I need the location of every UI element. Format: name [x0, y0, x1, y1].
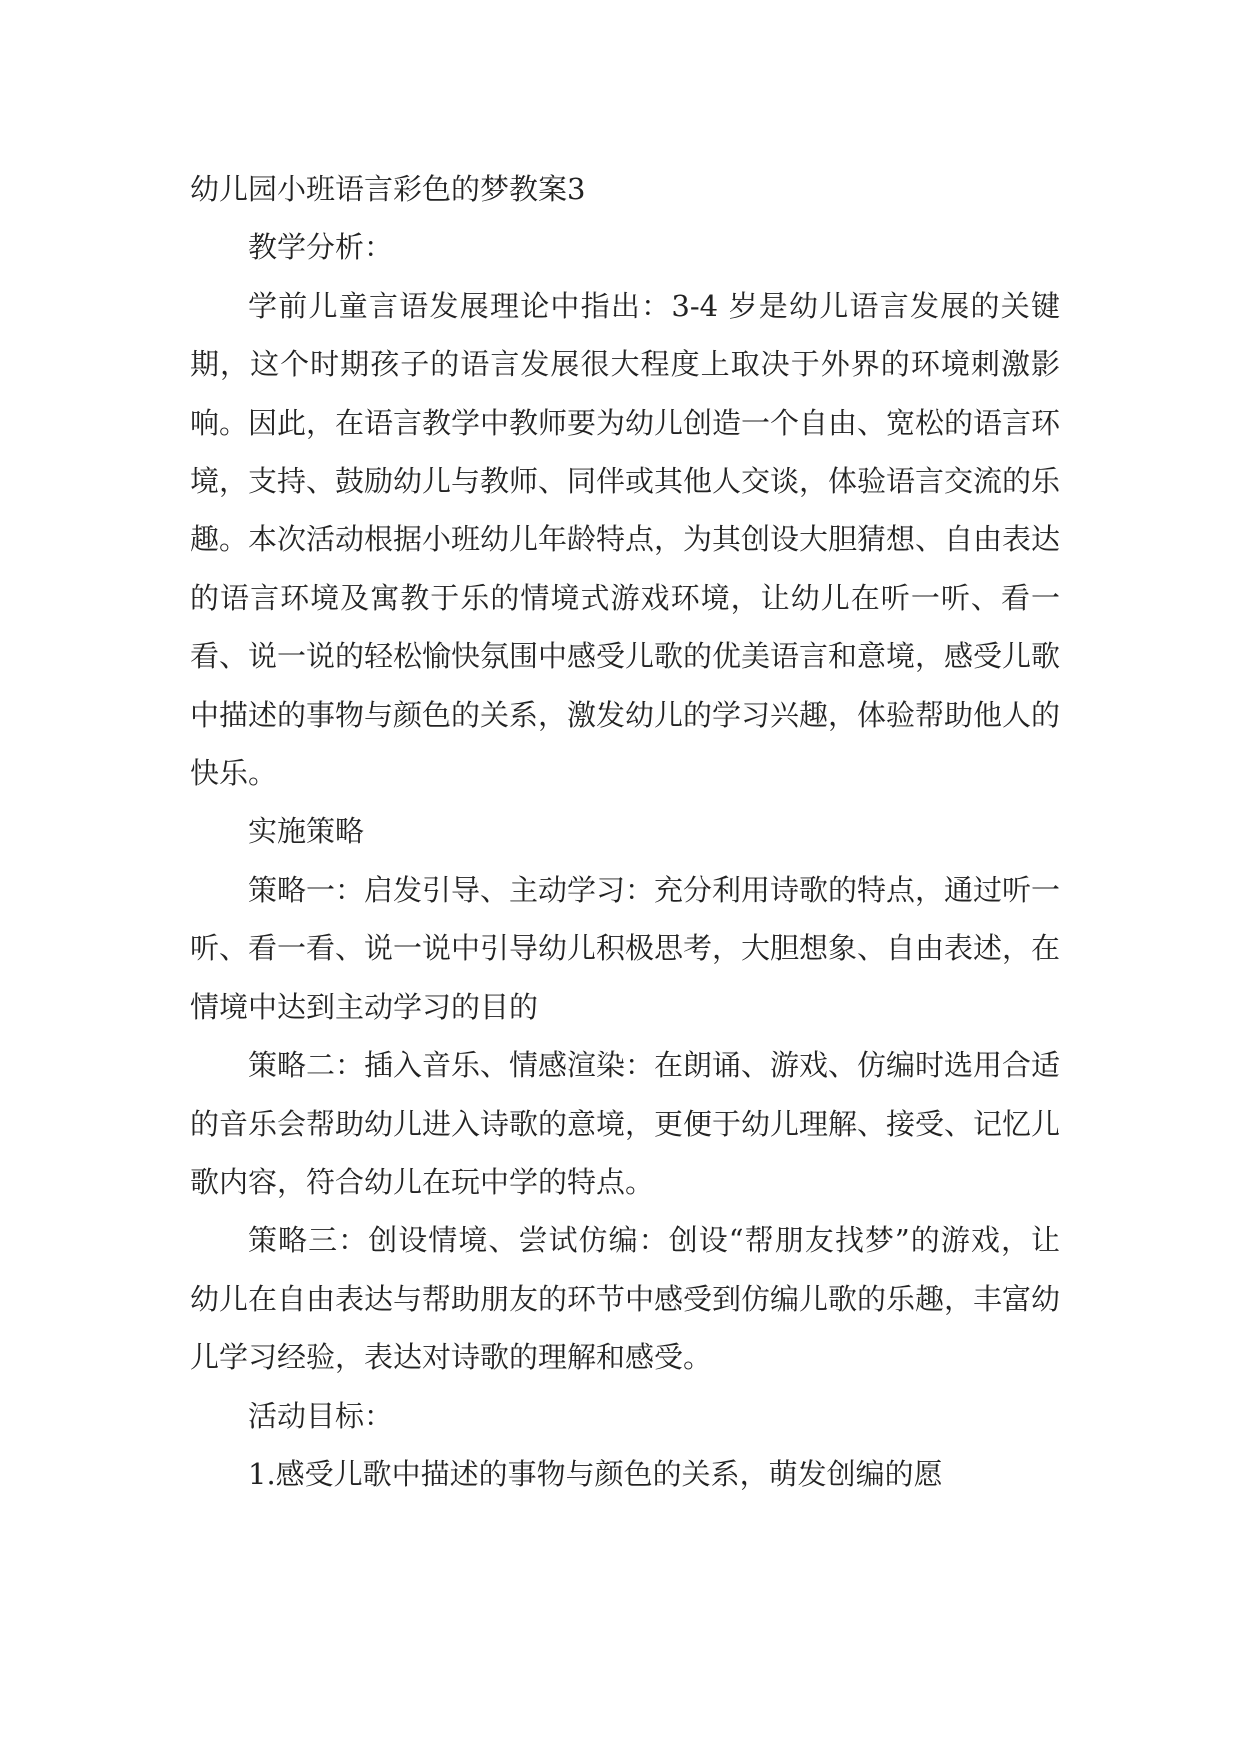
section-heading-goals: 活动目标： — [248, 1398, 394, 1433]
paragraph-strategy-two: 策略二：插入音乐、情感渲染：在朗诵、游戏、仿编时选用合适的音乐会帮助幼儿进入诗歌的意境，更便于幼儿理解、接受、记忆儿歌内容，符合幼儿在玩中学的特点。 — [190, 1048, 1061, 1199]
section-heading-analysis: 教学分析： — [248, 230, 394, 265]
document-body — [190, 160, 1060, 1503]
paragraph-strategy-one: 策略一：启发引导、主动学习：充分利用诗歌的特点，通过听一听、看一看、说一说中引导幼儿积极思考，大胆想象、自由表述，在情境中达到主动学习的目的 — [190, 872, 1061, 1024]
paragraph-strategy-three: 策略三：创设情境、尝试仿编：创设“帮朋友找梦”的游戏，让幼儿在自由表达与帮助朋友的环节中感受到仿编儿歌的乐趣，丰富幼儿学习经验，表达对诗歌的理解和感受。 — [190, 1223, 1061, 1375]
paragraph-goal-one: 1.感受儿歌中描述的事物与颜色的关系，萌发创编的愿 — [248, 1456, 943, 1491]
paragraph-analysis: 学前儿童言语发展理论中指出：3-4 岁是幼儿语言发展的关键期，这个时期孩子的语言发展很大程度上取决于外界的环境刺激影响。因此，在语言教学中教师要为幼儿创造一个自由、宽松的语言环境，支持、鼓励幼儿与教师、同伴或其他人交谈，体验语言交流的乐趣。本次活动根据小班幼儿年龄特点，为其创设大胆猜想、自由表达的语言环境及寓教于乐的情境式游戏环境，让幼儿在听一听、看一看、说一说的轻松愉快氛围中感受儿歌的优美语言和意境，感受儿歌中描述的事物与颜色的关系，激发幼儿的学习兴趣，体验帮助他人的快乐。 — [190, 288, 1061, 791]
section-heading-strategy: 实施策略 — [248, 814, 365, 849]
document-title: 幼儿园小班语言彩色的梦教案3 — [190, 172, 586, 206]
